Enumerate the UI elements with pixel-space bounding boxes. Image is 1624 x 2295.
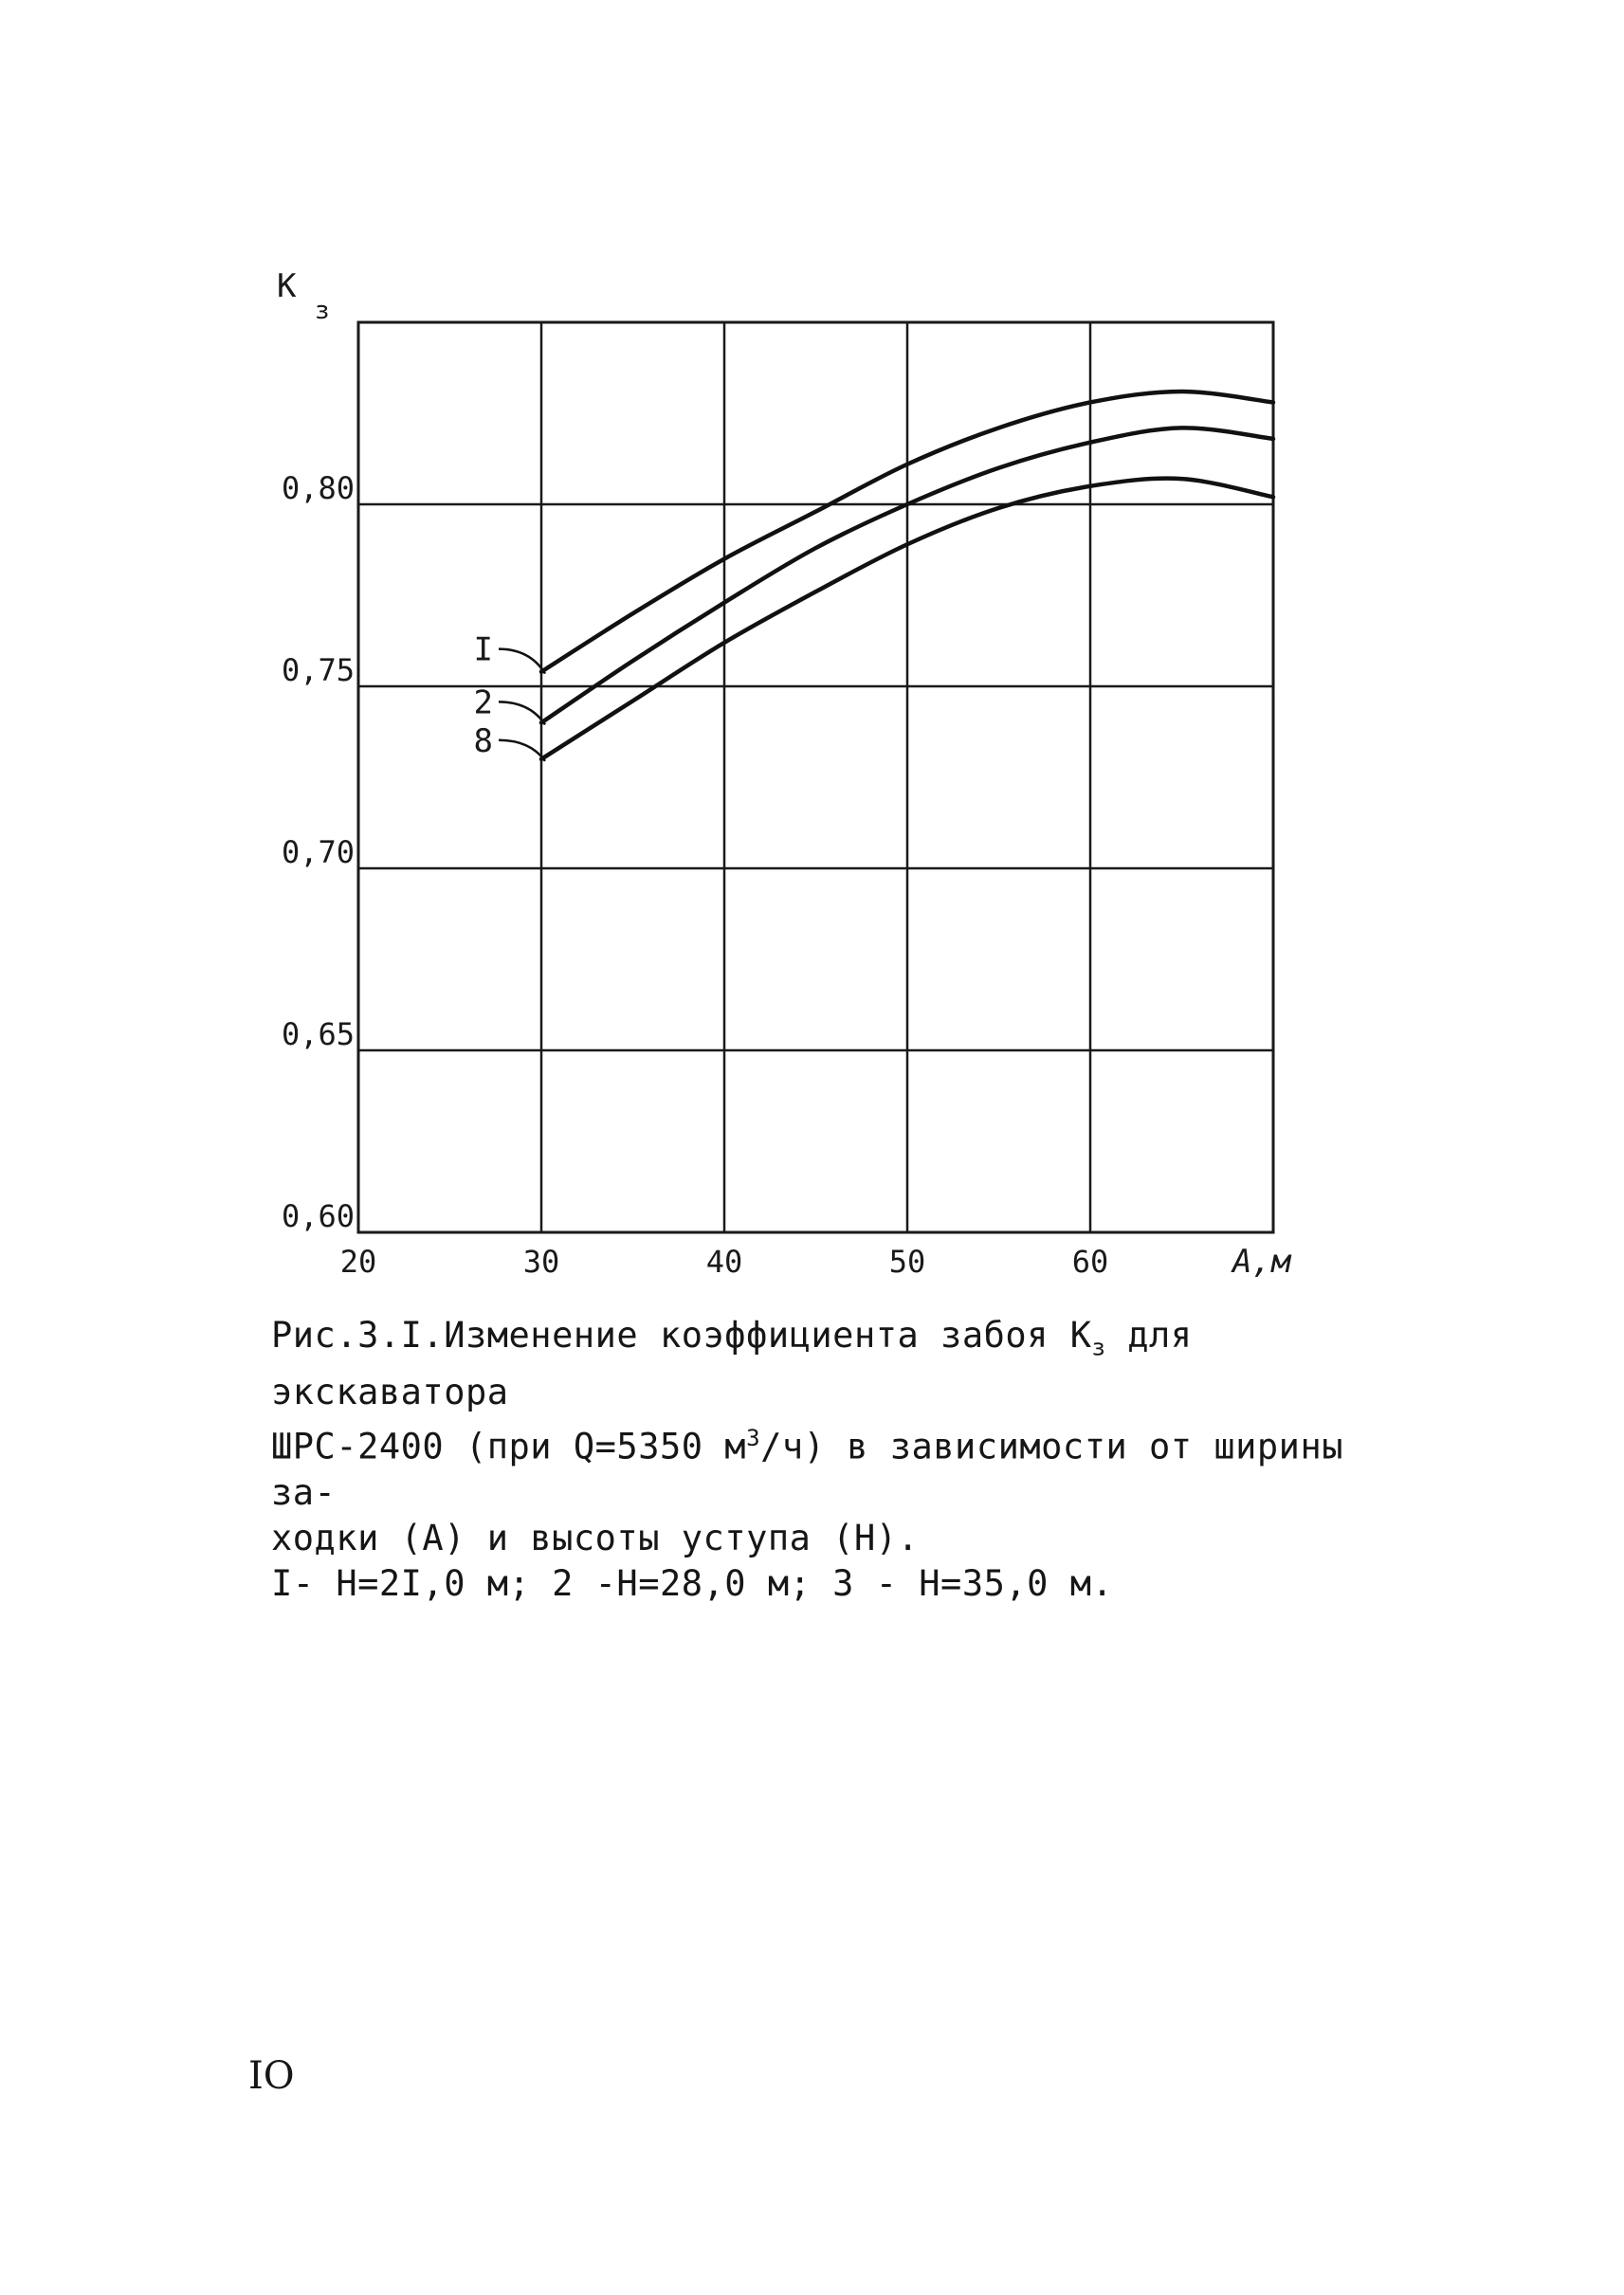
y-axis-label: К <box>277 267 297 305</box>
series-label: I <box>473 630 493 669</box>
y-axis-label-subscript: з <box>315 297 330 325</box>
series-label: 2 <box>473 683 493 722</box>
x-tick-label: 30 <box>522 1244 560 1280</box>
x-tick-label: 40 <box>705 1244 743 1280</box>
caption-line-2: ШРС-2400 (при Q=5350 $м^3/ч$) в зависимости от ширины за- <box>271 1425 1344 1513</box>
series-leader-line <box>499 649 545 674</box>
plot-frame <box>358 322 1273 1232</box>
page-number: IO <box>248 2054 295 2098</box>
series-leader-line <box>499 701 545 724</box>
caption-line-3: ходки (А) и высоты уступа (Н). <box>271 1517 920 1558</box>
series-labels <box>474 631 545 761</box>
y-tick-label: 0,70 <box>281 834 355 870</box>
x-axis-label: А,м <box>1232 1243 1291 1281</box>
series-label: 8 <box>473 721 493 760</box>
y-tick-label: 0,65 <box>281 1016 355 1052</box>
y-tick-label: 0,75 <box>281 652 355 688</box>
caption-line-4: I- Н=2I,0 м; 2 -Н=28,0 м; 3 - Н=35,0 м. <box>271 1562 1114 1604</box>
caption-line-1: Рис.3.I.Изменение коэффициента забоя $К_з$ для экскаватора <box>271 1315 1193 1413</box>
grid <box>358 322 1273 1232</box>
figure-caption <box>271 1313 1361 1607</box>
x-tick-label: 20 <box>339 1244 377 1280</box>
series-leader-line <box>499 740 545 761</box>
x-tick-label: 60 <box>1071 1244 1109 1280</box>
tick-labels <box>282 470 1108 1280</box>
y-tick-label: 0,60 <box>281 1198 355 1234</box>
x-tick-label: 50 <box>888 1244 926 1280</box>
y-tick-label: 0,80 <box>281 470 355 506</box>
